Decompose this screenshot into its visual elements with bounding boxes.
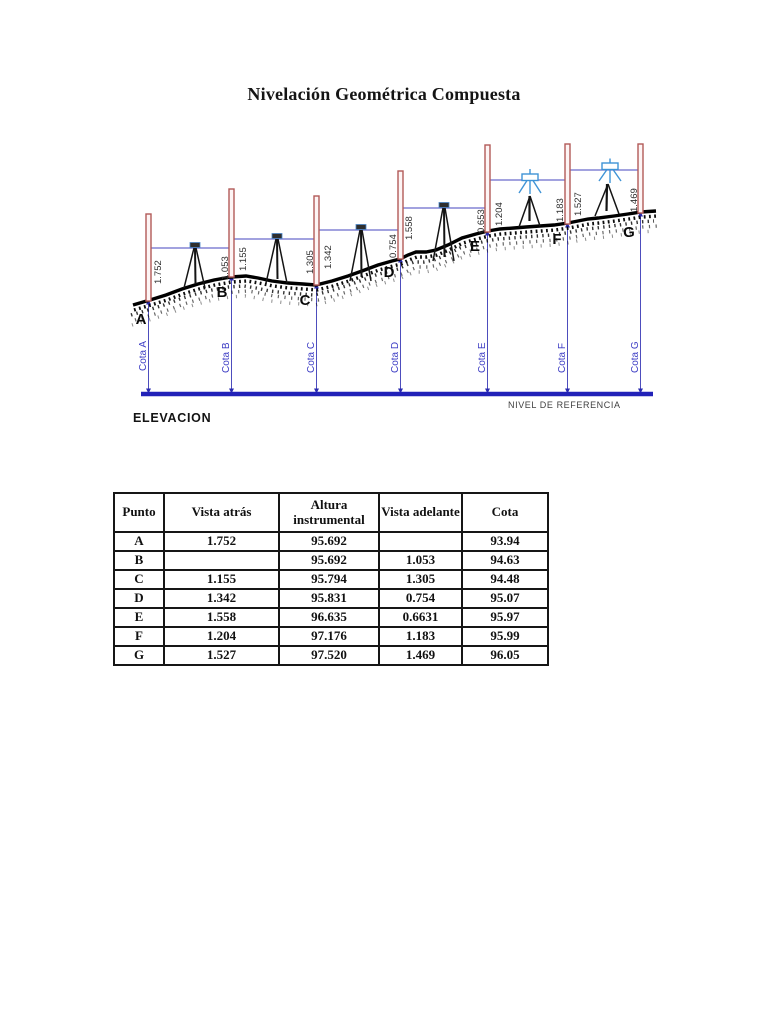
header-altura-instrumental: Altura instrumental: [279, 493, 379, 532]
page-title: Nivelación Geométrica Compuesta: [247, 84, 521, 104]
staff-A: [146, 214, 151, 301]
levelling-table: [113, 492, 549, 666]
table-row: [114, 646, 548, 665]
cell-vista-atras: 1.342: [164, 589, 279, 608]
cota-label-C: Cota C: [306, 341, 317, 373]
cota-label-E: Cota E: [477, 342, 488, 373]
cell-vista-atras: 1.527: [164, 646, 279, 665]
table-row: [114, 570, 548, 589]
ground-texture: [131, 216, 658, 325]
cell-cota: 95.97: [462, 608, 548, 627]
point-label-B: B: [216, 284, 228, 301]
cell-punto: D: [114, 589, 164, 608]
cell-punto: B: [114, 551, 164, 570]
cell-vista-adelante: 1.183: [379, 627, 462, 646]
table-row: [114, 589, 548, 608]
reading-foresight-F: 1.183: [555, 198, 566, 222]
cell-cota: 94.63: [462, 551, 548, 570]
cell-altura-instrumental: 95.831: [279, 589, 379, 608]
point-labels: [136, 224, 635, 328]
point-label-C: C: [299, 292, 311, 309]
tripod-1: [184, 243, 205, 289]
cell-vista-adelante: 0.754: [379, 589, 462, 608]
cell-vista-adelante: 1.053: [379, 551, 462, 570]
cell-vista-atras: 1.558: [164, 608, 279, 627]
cell-vista-atras: [164, 551, 279, 570]
cell-cota: 95.99: [462, 627, 548, 646]
reading-foresight-C: 1.305: [305, 250, 316, 274]
cell-altura-instrumental: 97.176: [279, 627, 379, 646]
level-symbol-5: [519, 169, 541, 194]
cota-label-G: Cota G: [630, 341, 641, 373]
reading-foresight-B: 1.053: [220, 256, 231, 280]
header-vista-atras: Vista atrás: [164, 493, 279, 532]
cell-punto: G: [114, 646, 164, 665]
reading-backsight-A: 1.752: [153, 260, 164, 284]
cell-punto: F: [114, 627, 164, 646]
tripod-5: [519, 196, 540, 227]
cell-vista-atras: 1.752: [164, 532, 279, 551]
cell-vista-adelante: 1.469: [379, 646, 462, 665]
reference-level-label: NIVEL DE REFERENCIA: [508, 400, 621, 410]
cell-vista-atras: 1.155: [164, 570, 279, 589]
point-label-G: G: [623, 224, 635, 241]
cell-cota: 95.07: [462, 589, 548, 608]
reading-foresight-D: 0.754: [388, 234, 399, 258]
cell-vista-adelante: [379, 532, 462, 551]
table-row: [114, 608, 548, 627]
tripod-2: [266, 234, 287, 284]
figure-caption: ELEVACION: [133, 411, 212, 425]
reading-foresight-G: 1.469: [629, 188, 640, 212]
table-row: [114, 551, 548, 570]
tripod-6: [595, 184, 619, 216]
cell-cota: 94.48: [462, 570, 548, 589]
tripod-4: [433, 203, 454, 262]
cota-labels: [138, 341, 641, 373]
cell-punto: A: [114, 532, 164, 551]
cell-altura-instrumental: 95.692: [279, 532, 379, 551]
level-symbol-6: [599, 159, 621, 184]
cota-label-A: Cota A: [138, 340, 149, 371]
header-vista-adelante: Vista adelante: [379, 493, 462, 532]
header-cota: Cota: [462, 493, 548, 532]
cell-punto: C: [114, 570, 164, 589]
cell-altura-instrumental: 95.794: [279, 570, 379, 589]
reading-backsight-E: 1.204: [494, 202, 505, 226]
cell-vista-atras: 1.204: [164, 627, 279, 646]
point-label-E: E: [469, 238, 481, 255]
cell-altura-instrumental: 96.635: [279, 608, 379, 627]
point-label-A: A: [135, 311, 147, 328]
cell-vista-adelante: 0.6631: [379, 608, 462, 627]
cota-label-B: Cota B: [221, 342, 232, 373]
table-row: [114, 627, 548, 646]
reading-backsight-D: 1.558: [404, 216, 415, 240]
reading-backsight-F: 1.527: [573, 192, 584, 216]
cell-vista-adelante: 1.305: [379, 570, 462, 589]
cota-label-F: Cota F: [557, 342, 568, 373]
cell-punto: E: [114, 608, 164, 627]
point-label-F: F: [552, 231, 562, 248]
reading-foresight-E: 0.653: [476, 209, 487, 233]
elevation-diagram: [0, 0, 768, 460]
point-label-D: D: [383, 264, 395, 281]
cell-altura-instrumental: 95.692: [279, 551, 379, 570]
header-punto: Punto: [114, 493, 164, 532]
table-row: [114, 532, 548, 551]
reading-backsight-B: 1.155: [238, 247, 249, 271]
cell-altura-instrumental: 97.520: [279, 646, 379, 665]
cota-label-D: Cota D: [390, 341, 401, 373]
cell-cota: 96.05: [462, 646, 548, 665]
table-header-row: [114, 493, 548, 532]
reading-backsight-C: 1.342: [323, 245, 334, 269]
cell-cota: 93.94: [462, 532, 548, 551]
